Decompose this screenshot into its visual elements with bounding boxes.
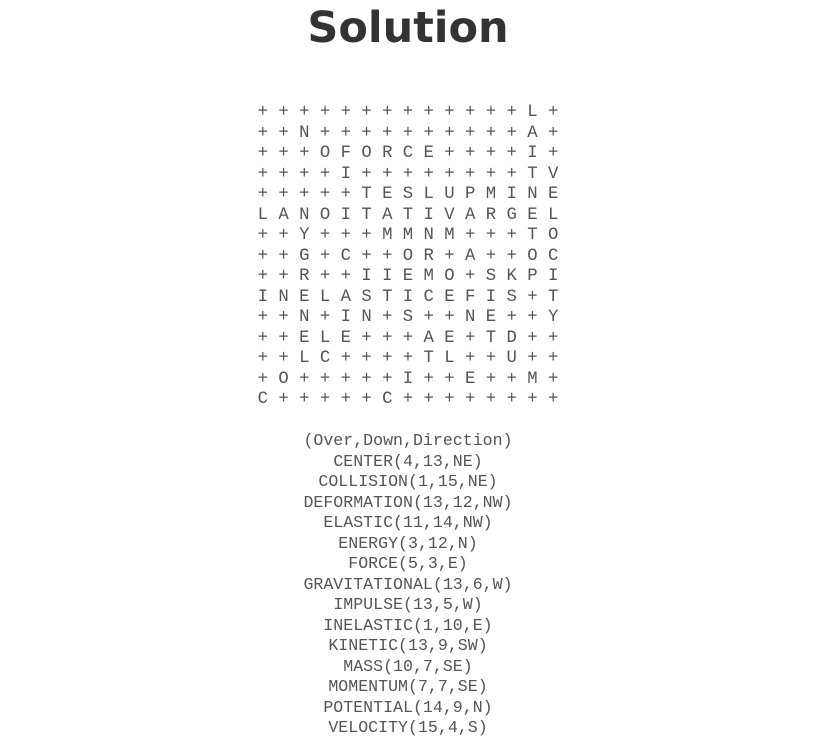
word-entry: ELASTIC(11,14,NW) xyxy=(323,513,493,532)
grid-row: + + E L E + + + A E + T D + + xyxy=(257,328,559,348)
grid-row: + + G + C + + O R + A + + O C xyxy=(257,246,559,266)
word-entry: POTENTIAL(14,9,N) xyxy=(323,697,493,717)
word-search-grid xyxy=(0,103,816,411)
word-entry: COLLISION(1,15,NE) xyxy=(318,472,498,491)
grid-row: + + Y + + + M M N M + + + T O xyxy=(257,226,559,245)
word-entry: KINETIC(13,9,SW) xyxy=(328,636,488,655)
grid-row: L A N O I T A T I V A R G E L xyxy=(257,205,559,225)
word-entry: CENTER(4,13,NE) xyxy=(333,451,483,471)
grid-row: C + + + + + C + + + + + + + + xyxy=(257,390,559,409)
word-entry: VELOCITY(15,4,S) xyxy=(328,718,488,737)
grid-row: I N E L A S T I C E F I S + T xyxy=(257,287,559,307)
word-entry: IMPULSE(13,5,W) xyxy=(333,595,483,614)
grid-row: + + R + + I I E M O + S K P I xyxy=(257,267,559,286)
word-list-header: (Over,Down,Direction) xyxy=(303,431,513,450)
grid-row: + + N + I N + S + + N E + + Y xyxy=(257,308,559,327)
word-entry: FORCE(5,3,E) xyxy=(348,554,468,573)
grid-row: + + + + + + + + + + + + + L + xyxy=(257,103,559,122)
word-entry: DEFORMATION(13,12,NW) xyxy=(303,492,513,512)
solution-word-list xyxy=(0,431,816,739)
word-entry: ENERGY(3,12,N) xyxy=(338,533,478,553)
word-entry: INELASTIC(1,10,E) xyxy=(323,615,493,635)
grid-row: + + + O F O R C E + + + + I + xyxy=(257,144,559,163)
grid-row: + + + + I + + + + + + + + T V xyxy=(257,164,559,184)
grid-row: + + L C + + + + T L + + U + + xyxy=(257,349,559,368)
page-title: Solution xyxy=(307,3,509,53)
grid-row: + + N + + + + + + + + + + A + xyxy=(257,123,559,143)
word-entry: GRAVITATIONAL(13,6,W) xyxy=(303,574,513,594)
grid-row: + + + + + T E S L U P M I N E xyxy=(257,185,559,204)
word-entry: MASS(10,7,SE) xyxy=(343,656,473,676)
word-entry: MOMENTUM(7,7,SE) xyxy=(328,677,488,696)
grid-row: + O + + + + + I + + E + + M + xyxy=(257,369,559,389)
